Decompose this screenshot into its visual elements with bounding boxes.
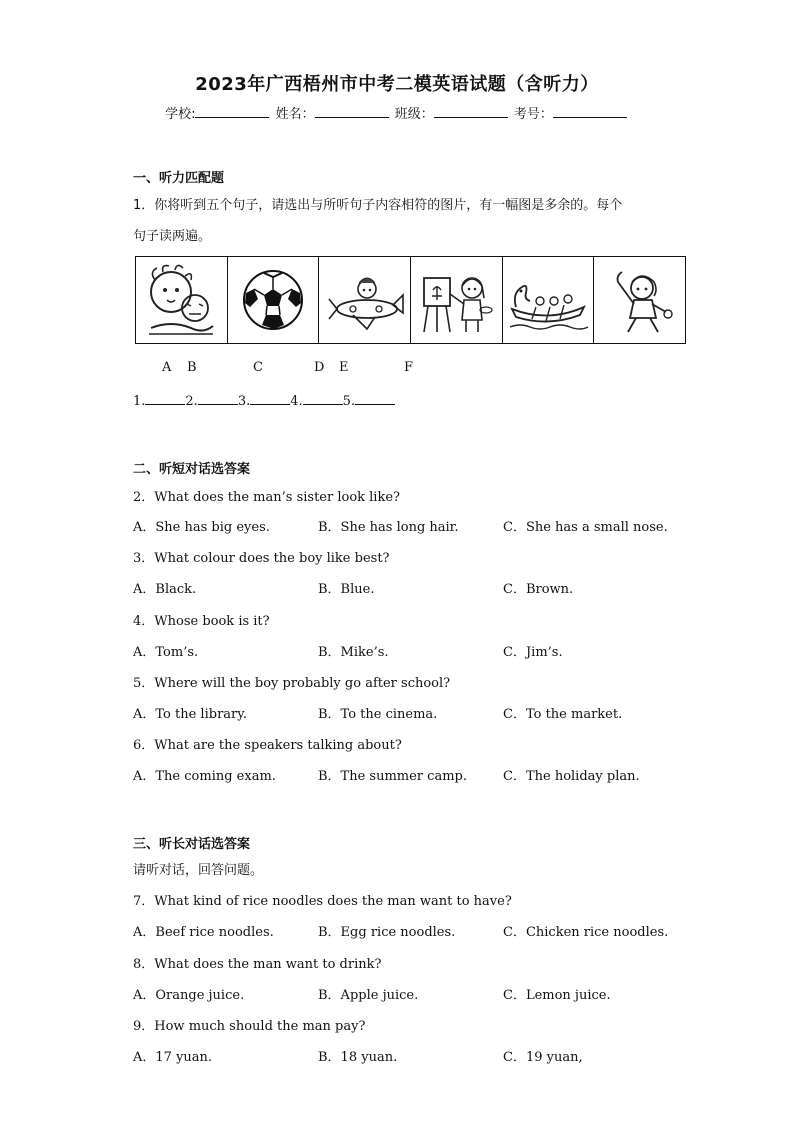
- q7-option-b[interactable]: B．Egg rice noodles.: [318, 925, 456, 940]
- class-label: 班级：: [394, 107, 434, 122]
- exam-no-blank[interactable]: [553, 105, 627, 118]
- picture-strip: [135, 256, 686, 344]
- question-3: 3．What colour does the boy like best?: [133, 551, 390, 566]
- airplane-girl-icon: [323, 265, 407, 335]
- q2-option-c[interactable]: C．She has a small nose.: [503, 520, 668, 535]
- q9-option-a[interactable]: A．17 yuan.: [133, 1050, 213, 1065]
- class-blank[interactable]: [434, 105, 508, 118]
- q6-option-c[interactable]: C．The holiday plan.: [503, 769, 640, 784]
- answer-line: [133, 392, 395, 409]
- answer-blank-5[interactable]: [355, 392, 395, 405]
- section3-heading: 三、听长对话选答案: [133, 837, 251, 852]
- answer-num-4: 4.: [290, 394, 303, 409]
- answer-num-1: 1.: [133, 394, 146, 409]
- name-blank[interactable]: [315, 105, 389, 118]
- q3-option-c[interactable]: C．Brown.: [503, 582, 574, 597]
- picture-a: [136, 257, 228, 343]
- picture-d: [411, 257, 503, 343]
- girl-playing-icon: [602, 262, 678, 338]
- answer-num-2: 2.: [185, 394, 198, 409]
- answer-num-3: 3.: [237, 394, 251, 409]
- answer-blank-3[interactable]: [250, 392, 290, 405]
- q8-option-a[interactable]: A．Orange juice.: [133, 988, 245, 1003]
- school-label: 学校:: [165, 107, 196, 122]
- q2-option-b[interactable]: B．She has long hair.: [318, 520, 459, 535]
- letter-f: F: [404, 360, 414, 375]
- page-title: 2023年广西梧州市中考二模英语试题（含听力）: [195, 74, 599, 95]
- answer-blank-1[interactable]: [145, 392, 185, 405]
- q3-option-b[interactable]: B．Blue.: [318, 582, 375, 597]
- q8-option-b[interactable]: B．Apple juice.: [318, 988, 419, 1003]
- student-info-line: [0, 103, 794, 122]
- question-2: 2．What does the man’s sister look like?: [133, 490, 401, 505]
- q9-option-b[interactable]: B．18 yuan.: [318, 1050, 398, 1065]
- section2-heading: 二、听短对话选答案: [133, 462, 251, 477]
- section1-instruction-line2: 句子读两遍。: [133, 229, 212, 244]
- answer-blank-2[interactable]: [198, 392, 238, 405]
- letter-c: C: [253, 360, 263, 375]
- picture-b: [228, 257, 320, 343]
- painting-girl-icon: [416, 262, 496, 338]
- question-5: 5．Where will the boy probably go after school?: [133, 676, 451, 691]
- name-label: 姓名：: [275, 107, 315, 122]
- soccer-ball-icon: [240, 267, 306, 333]
- school-blank[interactable]: [195, 105, 269, 118]
- question-7: 7．What kind of rice noodles does the man want to have?: [133, 894, 512, 909]
- q4-option-a[interactable]: A．Tom’s.: [133, 645, 199, 660]
- picture-f: [594, 257, 685, 343]
- question-6: 6．What are the speakers talking about?: [133, 738, 402, 753]
- question-8: 8．What does the man want to drink?: [133, 957, 382, 972]
- section1-heading: 一、听力匹配题: [133, 171, 225, 186]
- letter-d: D: [314, 360, 325, 375]
- q6-option-b[interactable]: B．The summer camp.: [318, 769, 467, 784]
- dragon-boat-icon: [506, 267, 590, 333]
- exam-no-label: 考号：: [513, 107, 553, 122]
- q4-option-b[interactable]: B．Mike’s.: [318, 645, 389, 660]
- q5-option-a[interactable]: A．To the library.: [133, 707, 247, 722]
- q4-option-c[interactable]: C．Jim’s.: [503, 645, 563, 660]
- letter-a: A: [162, 360, 172, 375]
- q7-option-c[interactable]: C．Chicken rice noodles.: [503, 925, 669, 940]
- question-4: 4．Whose book is it?: [133, 614, 270, 629]
- q6-option-a[interactable]: A．The coming exam.: [133, 769, 276, 784]
- section3-intro: 请听对话，回答问题。: [133, 863, 264, 878]
- q9-option-c[interactable]: C．19 yuan,: [503, 1050, 583, 1065]
- q5-option-c[interactable]: C．To the market.: [503, 707, 623, 722]
- q3-option-a[interactable]: A．Black.: [133, 582, 197, 597]
- q8-option-c[interactable]: C．Lemon juice.: [503, 988, 611, 1003]
- question-9: 9．How much should the man pay?: [133, 1019, 366, 1034]
- section1-instruction-line1: 1．你将听到五个句子，请选出与所听句子内容相符的图片，有一幅图是多余的。每个: [133, 198, 623, 213]
- answer-num-5: 5.: [342, 394, 356, 409]
- q2-option-a[interactable]: A．She has big eyes.: [133, 520, 270, 535]
- answer-blank-4[interactable]: [303, 392, 343, 405]
- letter-b: B: [187, 360, 197, 375]
- lion-tiger-icon: [141, 262, 221, 338]
- q7-option-a[interactable]: A．Beef rice noodles.: [133, 925, 274, 940]
- q5-option-b[interactable]: B．To the cinema.: [318, 707, 438, 722]
- picture-c: [319, 257, 411, 343]
- letter-e: E: [339, 360, 349, 375]
- picture-e: [503, 257, 595, 343]
